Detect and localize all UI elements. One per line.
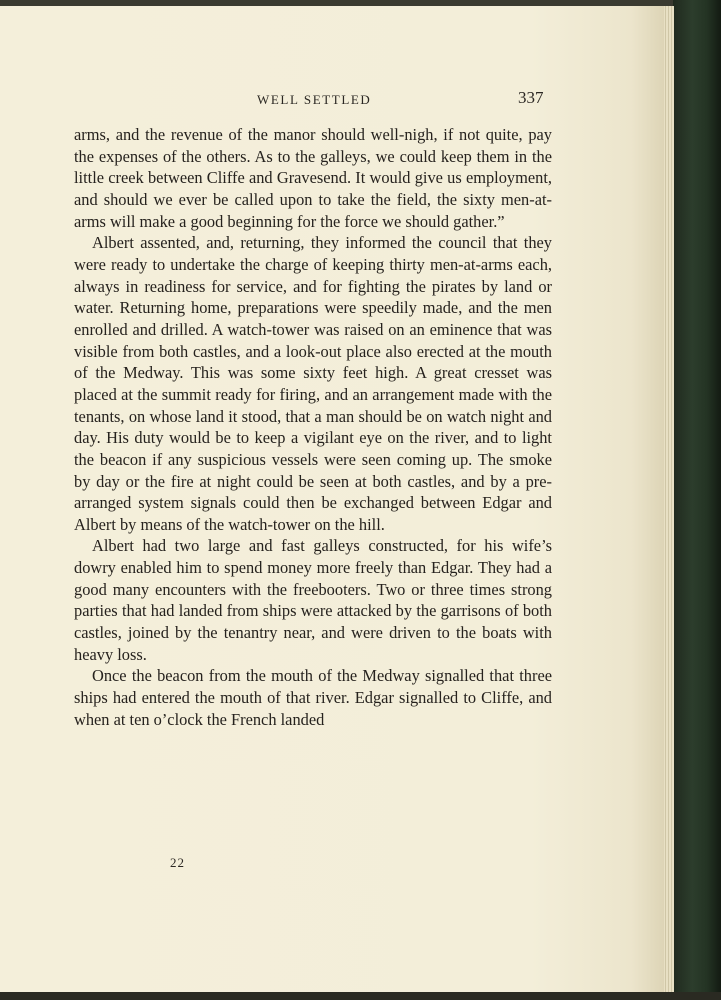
page-header (0, 88, 664, 112)
paragraph: arms, and the revenue of the manor should well-nigh, if not quite, pay the expenses of the others. As to the galleys, we could keep them in the little creek between Cliffe and Gravesend. It would give us employment, and should we ever be called upon to take the field, the sixty men-at-arms will make a good beginning for the force we should gather.” (74, 125, 552, 231)
paragraph: Once the beacon from the mouth of the Medway signalled that three ships had entered the mouth of that river. Edgar signalled to Cliffe, and when at ten o’clock the French landed (74, 666, 552, 729)
book-binding (673, 0, 721, 1000)
signature-mark: 22 (170, 855, 185, 870)
page-number: 337 (518, 88, 544, 107)
paragraph: Albert had two large and fast galleys constructed, for his wife’s dowry enabled him to spend money more freely than Edgar. They had a good many encounters with the freebooters. Two or three times strong parties that had landed from ships were attacked by the garrisons of both castles, joined by the tenantry near, and were driven to the boats with heavy loss. (74, 536, 552, 664)
bottom-edge (0, 992, 721, 1000)
running-head: WELL SETTLED (257, 92, 372, 107)
paragraph: Albert assented, and, returning, they informed the council that they were ready to undertake the charge of keeping thirty men-at-arms each, always in readiness for service, and for fighting the pirates by land or water. Returning home, preparations were speedily made, and the men enrolled and drilled. A watch-tower was raised on an eminence that was visible from both castles, and a look-out place also erected at the mouth of the Medway. This was some sixty feet high. A great cresset was placed at the summit ready for firing, and an arrangement made with the tenants, on whose land it stood, that a man should be on watch night and day. His duty would be to keep a vigilant eye on the river, and to light the beacon if any suspicious vessels were seen coming up. The smoke by day or the fire at night could be seen at both castles, and by a pre-arranged system signals could then be exchanged between Edgar and Albert by means of the watch-tower on the hill. (74, 233, 552, 534)
body-text (74, 124, 552, 730)
